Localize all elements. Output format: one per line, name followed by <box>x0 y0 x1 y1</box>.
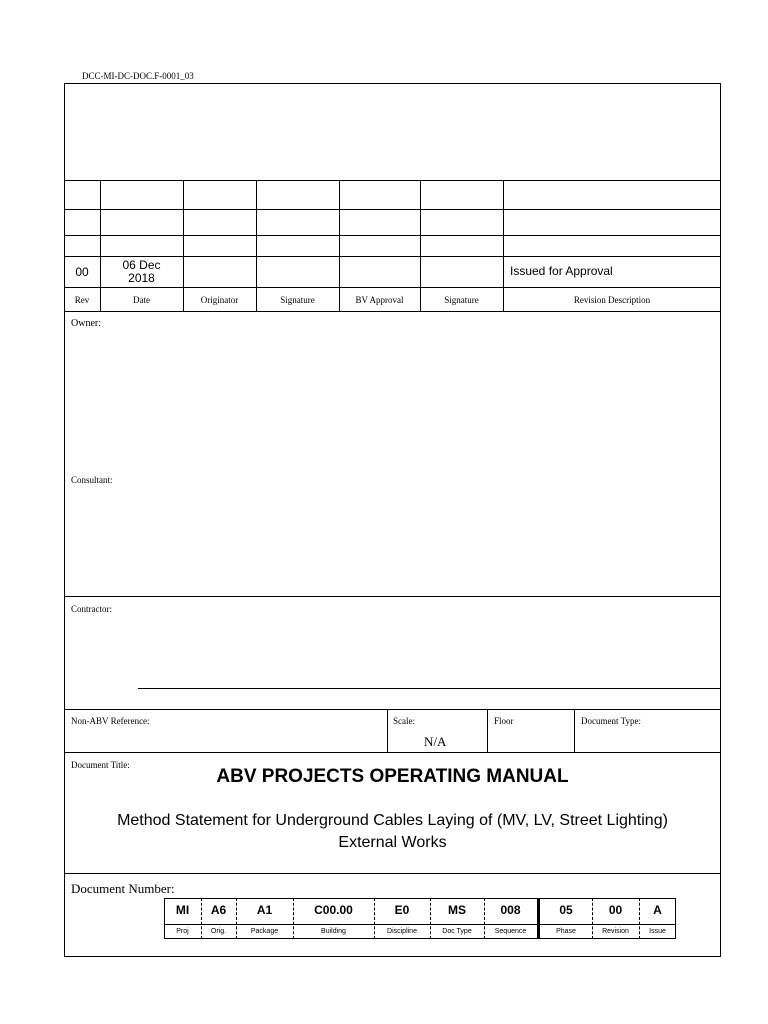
code-label-revision: Revision <box>602 928 629 935</box>
code-label-doc-type: Doc Type <box>442 928 472 935</box>
header-originator: Originator <box>200 294 239 305</box>
section-divider <box>64 709 721 710</box>
rev-date-line2: 2018 <box>128 271 155 285</box>
code-doc-type: MS <box>448 903 466 917</box>
code-package: A1 <box>256 903 273 917</box>
header-rev: Rev <box>74 294 90 305</box>
rev-table-line <box>64 209 721 210</box>
code-label-orig: Orig. <box>210 928 227 935</box>
rev-description: Issued for Approval <box>510 264 613 278</box>
code-label-issue: Issue <box>649 928 666 935</box>
code-issue: A <box>653 903 662 917</box>
scale-value: N/A <box>424 734 447 749</box>
code-label-discipline: Discipline <box>387 928 417 935</box>
rev-table-line <box>64 180 721 181</box>
section-divider <box>64 873 721 874</box>
non-abv-reference-label: Non-ABV Reference: <box>71 716 150 726</box>
code-orig: A6 <box>210 903 227 917</box>
code-discipline: E0 <box>394 903 410 917</box>
code-label-proj: Proj <box>176 928 189 935</box>
code-sequence: 008 <box>500 903 521 917</box>
rev-table-line <box>64 235 721 236</box>
document-control-code: DCC-MI-DC-DOC.F-0001_03 <box>82 71 194 81</box>
document-title-label: Document Title: <box>71 760 130 770</box>
code-label-building: Building <box>321 928 346 935</box>
code-proj: MI <box>175 903 190 917</box>
code-revision: 00 <box>608 903 623 917</box>
document-number-separator <box>164 924 676 925</box>
code-label-phase: Phase <box>556 928 576 935</box>
consultant-label: Consultant: <box>71 475 113 485</box>
header-bv-approval: BV Approval <box>355 294 404 305</box>
header-revision-description: Revision Description <box>573 294 651 305</box>
reference-divider <box>574 709 575 752</box>
header-signature-2: Signature <box>444 294 479 305</box>
document-number-label: Document Number: <box>71 881 175 896</box>
document-subtitle-line1: Method Statement for Underground Cables Laying of (MV, LV, Street Lighting) <box>117 812 668 829</box>
scale-label: Scale: <box>393 716 415 726</box>
section-divider <box>64 596 721 597</box>
contractor-underline <box>138 688 721 689</box>
code-building: C00.00 <box>314 903 353 917</box>
rev-number: 00 <box>75 265 89 279</box>
code-label-sequence: Sequence <box>494 928 527 935</box>
contractor-label: Contractor: <box>71 604 112 614</box>
header-date: Date <box>133 294 150 305</box>
code-label-package: Package <box>250 928 279 935</box>
header-signature: Signature <box>280 294 315 305</box>
reference-divider <box>387 709 388 752</box>
code-phase: 05 <box>559 903 573 917</box>
rev-table-line <box>64 311 721 312</box>
floor-label: Floor <box>494 716 514 726</box>
reference-divider <box>487 709 488 752</box>
document-title: ABV PROJECTS OPERATING MANUAL <box>216 766 569 787</box>
rev-date <box>100 257 183 287</box>
document-type-label: Document Type: <box>581 716 641 726</box>
rev-date-line1: 06 Dec <box>122 258 161 272</box>
document-subtitle-line2: External Works <box>338 834 447 851</box>
owner-label: Owner: <box>71 318 101 329</box>
section-divider <box>64 752 721 753</box>
